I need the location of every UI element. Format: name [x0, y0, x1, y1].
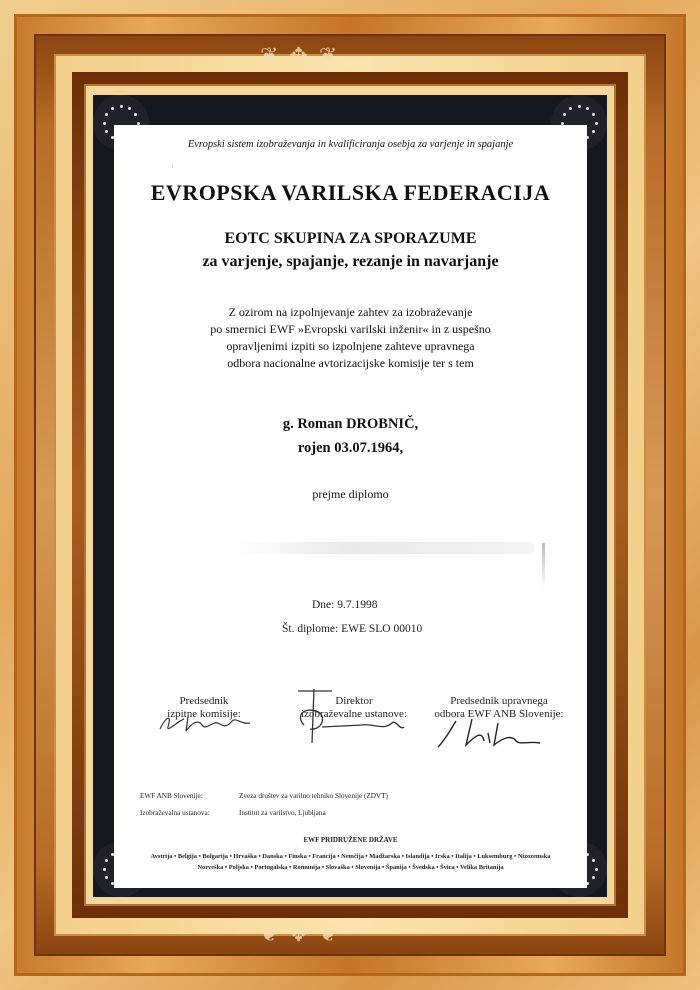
member-states-line: Avstrija • Belgija • Bolgarija • Hrvaška • Danska • Finska • Francija • Nemčija • Madžarska • Islandija • Irska • Italija • Luksemburg • Nizozemska	[150, 853, 551, 860]
star-icon	[569, 107, 572, 110]
body-line: Z ozirom na izpolnjevanje zahtev za izobraževanje	[228, 305, 473, 319]
institution-value: Institut za varilstvo, Ljubljana	[239, 809, 326, 817]
star-icon	[586, 107, 589, 110]
issue-date: Dne: 9.7.1998	[312, 599, 378, 611]
star-icon	[578, 105, 581, 108]
star-icon	[105, 876, 108, 879]
star-icon	[595, 122, 598, 125]
star-icon	[120, 105, 123, 108]
diploma-number: Št. diplome: EWE SLO 00010	[282, 623, 423, 635]
diploma-paper: · Evropski sistem izobraževanja in kvalificiranja osebja za varjenje in spajanje EVROPSKA VARILSKA FEDERACIJA EOTC SKUPINA ZA SPORAZUME za varjenje, spajanje, rezanje in navarjanje Z ozirom na izpolnjevanje zahtev za izobraževanje po smernici EWF »Evropski varilski inženir« in z uspešno opravljenimi izpiti so izpolnjene zahteve upravnega odbora nacionalne avtorizacijske komisije ter s tem g. Roman DROBNIČ, rojen 03.07.1964, prejme diplomo Dne: 9.7.1998 Št. diplome: EWE SLO 00010 Predsednik izpitne komisije: Direktor izobraževalne ustanove: Predsednik upravnega odbora EWF ANB Slovenije: EWF ANB Slovenije: Zveza društev za varilno tehniko Slovenije (ZDVT) Izobraževalna ustanova: Institut za varilstvo, Ljubljana EWF PRIDRUŽENE DRŽAVE Avstrija • Belgija • Bolgarija • Hrvaška • Danska • Finska • Francija • Nemčija • Madžarska • Islandija • Irska • Italija • Luksemburg • Nizozemska Norveška • Poljska • Portugalska • Romunija • Slovaška • Slovenija • Španija • Švedska • Švica • Velika Britanija	[114, 125, 587, 888]
member-states-title: EWF PRIDRUŽENE DRŽAVE	[303, 836, 398, 844]
handwritten-signature-3	[432, 715, 552, 751]
handwritten-signature-1	[156, 707, 256, 737]
star-icon	[103, 868, 106, 871]
signature-title: Predsednik	[179, 695, 229, 707]
star-icon	[111, 107, 114, 110]
star-icon	[105, 859, 108, 862]
recipient-birth: rojen 03.07.1964,	[297, 440, 404, 456]
body-line: odbora nacionalne avtorizacijske komisije ter s tem	[227, 356, 474, 370]
star-icon	[105, 130, 108, 133]
star-icon	[103, 122, 106, 125]
signature-role: odbora EWF ANB Slovenije:	[434, 708, 564, 720]
frame-ornament-bottom-icon: ❦ ✥ ❦	[260, 922, 340, 947]
body-line: po smernici EWF »Evropski varilski inženir« in z uspešno	[210, 322, 491, 336]
faded-text-artifact	[234, 542, 534, 554]
receives-diploma: prejme diplomo	[312, 487, 389, 501]
anb-label: EWF ANB Slovenije:	[140, 792, 203, 800]
group-subtitle: za varjenje, spajanje, rezanje in navarjanje	[202, 253, 499, 270]
group-title: EOTC SKUPINA ZA SPORAZUME	[224, 230, 477, 247]
faded-mark	[542, 543, 545, 589]
body-line: opravljenimi izpiti so izpolnjene zahteve upravnega	[226, 339, 475, 353]
handwritten-signature-2	[292, 687, 422, 747]
federation-title: EVROPSKA VARILSKA FEDERACIJA	[150, 180, 551, 205]
signature-role: izobraževalne ustanove:	[301, 708, 407, 720]
institution-label: Izobraževalna ustanova:	[140, 809, 210, 817]
signature-role: izpitne komisije:	[167, 708, 241, 720]
star-icon	[563, 113, 566, 116]
member-states-line: Norveška • Poljska • Portugalska • Romunija • Slovaška • Slovenija • Španija • Švedska • Švica • Velika Britanija	[197, 864, 504, 871]
signature-title: Direktor	[335, 695, 373, 707]
signature-title: Predsednik upravnega	[450, 695, 548, 707]
body-paragraph	[114, 304, 587, 372]
star-icon	[128, 107, 131, 110]
recipient-name: g. Roman DROBNIČ,	[282, 416, 419, 432]
frame-ornament-top-icon: ❦ ✥ ❦	[260, 44, 340, 69]
star-icon	[595, 868, 598, 871]
anb-value: Zveza društev za varilno tehniko Slovenije (ZDVT)	[239, 792, 388, 800]
system-line: Evropski sistem izobraževanja in kvalificiranja osebja za varjenje in spajanje	[187, 139, 514, 150]
star-icon	[105, 113, 108, 116]
